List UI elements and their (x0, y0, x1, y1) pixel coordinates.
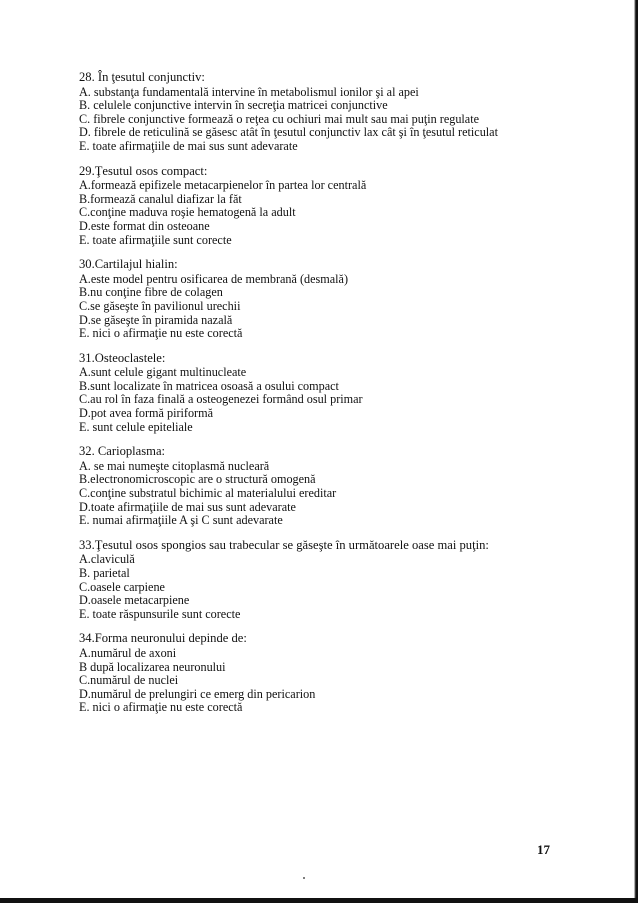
option-a: A.numărul de axoni (79, 645, 177, 660)
question-title: 30.Cartilajul hialin: (79, 257, 178, 272)
question-title: 29.Ţesutul osos compact: (79, 163, 208, 178)
question-title: 32. Carioplasma: (79, 444, 166, 459)
option-d: D.este format din osteoane (79, 218, 210, 233)
question-list (79, 71, 579, 726)
option-c: C.au rol în faza finală a osteogenezei formând osul primar (79, 392, 363, 407)
scan-edge-bottom (0, 898, 638, 903)
question-29 (79, 165, 579, 248)
option-b: B.nu conţine fibre de colagen (79, 285, 223, 300)
option-a: A.formează epifizele metacarpienelor în partea lor centrală (79, 178, 367, 193)
option-c: C. fibrele conjunctive formează o reţea cu ochiuri mai mult sau mai puţin regulate (79, 111, 480, 126)
question-32 (79, 445, 579, 528)
option-c: C.numărul de nuclei (79, 673, 179, 688)
option-a: A. se mai numeşte citoplasmă nucleară (79, 458, 270, 473)
option-e: E. numai afirmaţiile A şi C sunt adevarate (79, 513, 283, 528)
question-31 (79, 352, 579, 435)
option-e: E. sunt celule epiteliale (79, 419, 193, 434)
question-title: 31.Osteoclastele: (79, 350, 166, 365)
option-c: C.oasele carpiene (79, 579, 165, 594)
option-c: C.conţine maduva roşie hematogenă la adult (79, 205, 296, 220)
question-title: 34.Forma neuronului depinde de: (79, 631, 247, 646)
option-e: E. toate afirmaţiile de mai sus sunt adevarate (79, 138, 298, 153)
option-d: D.se găseşte în piramida nazală (79, 312, 233, 327)
option-b: B.formează canalul diafizar la făt (79, 191, 242, 206)
option-c: C.se găseşte în pavilionul urechii (79, 298, 241, 313)
question-28 (79, 71, 579, 154)
question-title: 28. În ţesutul conjunctiv: (79, 70, 205, 84)
option-b: B după localizarea neuronului (79, 659, 226, 674)
option-d: D. fibrele de reticulină se găsesc atât în ţesutul conjunctiv lax cât şi în ţesutul reticulat (79, 125, 498, 140)
option-c: C.conţine substratul bichimic al materialului ereditar (79, 486, 337, 501)
option-a: A.claviculă (79, 552, 135, 567)
option-e: E. toate răspunsurile sunt corecte (79, 606, 241, 621)
option-b: B. celulele conjunctive intervin în secreţia matricei conjunctive (79, 98, 388, 113)
option-a: A.sunt celule gigant multinucleate (79, 365, 247, 380)
option-e: E. nici o afirmaţie nu este corectă (79, 700, 243, 715)
option-b: B. parietal (79, 566, 130, 580)
question-33 (79, 539, 579, 622)
scan-edge-right (634, 0, 638, 903)
option-d: D.oasele metacarpiene (79, 593, 190, 608)
option-d: D.numărul de prelungiri ce emerg din pericarion (79, 686, 316, 701)
question-title: 33.Ţesutul osos spongios sau trabecular se găseşte în următoarele oase mai puţin: (79, 537, 489, 552)
scan-speck (303, 877, 305, 879)
option-b: B.electronomicroscopic are o structură omogenă (79, 472, 316, 487)
question-30 (79, 258, 579, 341)
option-a: A.este model pentru osificarea de membrană (desmală) (79, 271, 349, 286)
option-e: E. nici o afirmaţie nu este corectă (79, 326, 243, 341)
option-e: E. toate afirmaţiile sunt corecte (79, 232, 232, 247)
option-b: B.sunt localizate în matricea osoasă a osului compact (79, 378, 339, 393)
option-d: D.pot avea formă piriformă (79, 406, 214, 421)
question-34 (79, 632, 579, 715)
page-number: 17 (537, 842, 550, 857)
option-d: D.toate afirmaţiile de mai sus sunt adevarate (79, 499, 296, 514)
option-a: A. substanţa fundamentală intervine în metabolismul ionilor şi al apei (79, 84, 419, 99)
